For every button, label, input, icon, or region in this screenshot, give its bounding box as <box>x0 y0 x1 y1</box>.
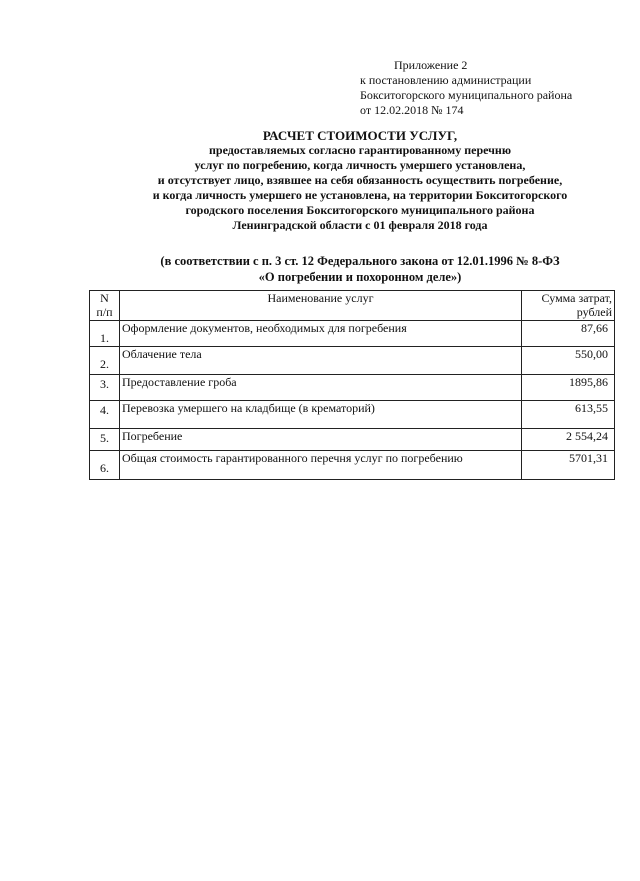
row-cost: 550,00 <box>522 347 615 375</box>
law-line-1: (в соответствии с п. 3 ст. 12 Федерального закона от 12.01.1996 № 8-ФЗ <box>160 254 560 268</box>
row-number: 2. <box>90 347 120 375</box>
row-cost: 5701,31 <box>522 451 615 480</box>
document-heading <box>0 128 640 285</box>
row-number: 4. <box>90 401 120 429</box>
table-header-row <box>90 291 615 321</box>
row-cost: 2 554,24 <box>522 429 615 451</box>
row-number: 6. <box>90 451 120 480</box>
header-cost-line-1: Сумма затрат, <box>541 291 612 305</box>
row-service-name: Общая стоимость гарантированного перечня услуг по погребению <box>120 451 522 480</box>
row-cost: 613,55 <box>522 401 615 429</box>
heading-line-5: городского поселения Бокситогорского муниципального района <box>185 203 535 217</box>
heading-line-2: услуг по погребению, когда личность умершего установлена, <box>194 158 526 172</box>
table-row <box>90 321 615 347</box>
header-cost <box>522 291 615 321</box>
row-service-name: Оформление документов, необходимых для погребения <box>120 321 522 347</box>
table-row <box>90 347 615 375</box>
header-service-name: Наименование услуг <box>120 291 522 321</box>
row-service-name: Предоставление гроба <box>120 375 522 401</box>
row-service-name: Погребение <box>120 429 522 451</box>
heading-line-6: Ленинградской области с 01 февраля 2018 года <box>232 218 488 232</box>
table-row <box>90 401 615 429</box>
row-number: 1. <box>90 321 120 347</box>
row-number: 3. <box>90 375 120 401</box>
row-service-name: Облачение тела <box>120 347 522 375</box>
heading-line-3: и отсутствует лицо, взявшее на себя обязанность осуществить погребение, <box>157 173 563 187</box>
heading-line-4: и когда личность умершего не установлена, на территории Бокситогорского <box>152 188 568 202</box>
row-service-name: Перевозка умершего на кладбище (в крематорий) <box>120 401 522 429</box>
table-row <box>90 429 615 451</box>
document-title: РАСЧЕТ СТОИМОСТИ УСЛУГ, <box>262 128 458 143</box>
row-cost: 1895,86 <box>522 375 615 401</box>
appendix-number: Приложение 2 <box>394 58 468 72</box>
appendix-issuer: Бокситогорского муниципального района <box>360 88 573 102</box>
header-cost-line-2: рублей <box>576 305 612 319</box>
appendix-block <box>360 58 630 118</box>
table-row <box>90 375 615 401</box>
cost-table <box>89 290 615 480</box>
header-number-line-2: п/п <box>96 305 113 319</box>
law-reference <box>0 253 640 285</box>
table-row <box>90 451 615 480</box>
header-number-line-1: N <box>100 291 109 305</box>
header-number <box>90 291 120 321</box>
appendix-ref: к постановлению администрации <box>360 73 532 87</box>
law-line-2: «О погребении и похоронном деле») <box>258 270 462 284</box>
row-number: 5. <box>90 429 120 451</box>
row-cost: 87,66 <box>522 321 615 347</box>
heading-line-1: предоставляемых согласно гарантированному перечню <box>208 143 511 157</box>
appendix-date: от 12.02.2018 № 174 <box>360 103 464 117</box>
